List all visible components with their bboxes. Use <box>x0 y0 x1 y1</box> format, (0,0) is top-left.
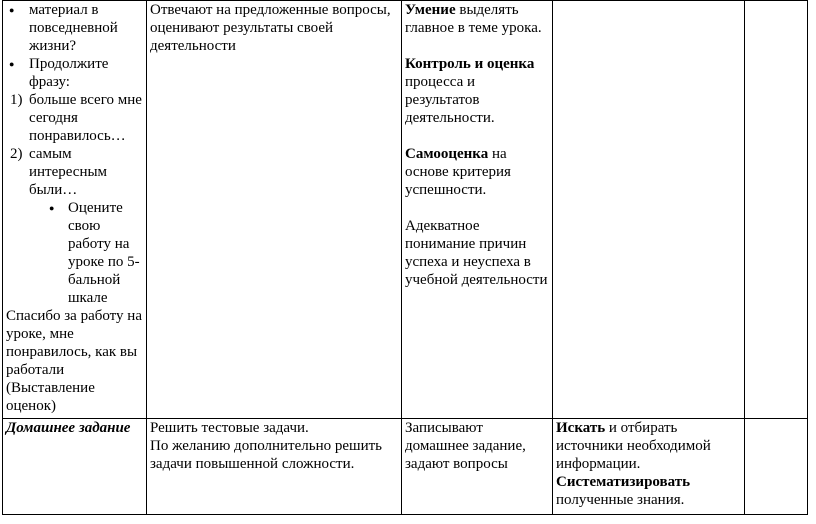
learning-outcomes-cell <box>553 419 745 515</box>
empty-cell <box>745 419 808 515</box>
outcome-paragraph: Контроль и оценка процесса и результатов деятельности. <box>405 56 535 126</box>
empty-cell <box>745 1 808 419</box>
bullet-list <box>6 199 143 307</box>
teacher-task-cell <box>147 419 402 515</box>
list-item: ● материал в повседневной жизни? <box>6 1 143 55</box>
outcome-paragraph: Самооценка на основе критерия успешности. <box>405 146 511 198</box>
list-item: ● Продолжите фразу: <box>6 55 143 91</box>
stage-label: Домашнее задание <box>6 420 131 436</box>
list-item: ● Оцените свою работу на уроке по 5-бальной шкале <box>6 199 143 307</box>
lesson-plan-table <box>2 0 808 515</box>
outcome-paragraph: Адекватное понимание причин успеха и неуспеха в учебной деятельности <box>405 218 548 288</box>
task-line: Решить тестовые задачи. <box>150 420 309 436</box>
outcome-line: Систематизировать полученные знания. <box>556 474 691 508</box>
list-item: 1) больше всего мне сегодня понравилось… <box>10 92 142 144</box>
closing-text: Спасибо за работу на уроке, мне понравилось, как вы работали (Выставление оценок) <box>6 308 142 414</box>
task-line: По желанию дополнительно решить задачи повышенной сложности. <box>150 438 383 472</box>
outcome-line: Искать и отбирать источники необходимой информации. <box>556 420 711 472</box>
list-item: 2) самым интересным были… <box>10 146 108 198</box>
table-row <box>3 1 808 419</box>
student-activity-cell: Записывают домашнее задание, задают вопросы <box>402 419 553 515</box>
outcome-paragraph: Умение выделять главное в теме урока. <box>405 2 542 36</box>
bullet-list <box>6 1 143 91</box>
student-activity-cell: Отвечают на предложенные вопросы, оценивают результаты своей деятельности <box>147 1 402 419</box>
table-row <box>3 419 808 515</box>
reflection-stage-cell <box>3 1 147 419</box>
stage-label-cell <box>3 419 147 515</box>
numbered-list <box>6 91 143 199</box>
learning-outcomes-cell <box>402 1 553 419</box>
empty-cell <box>553 1 745 419</box>
